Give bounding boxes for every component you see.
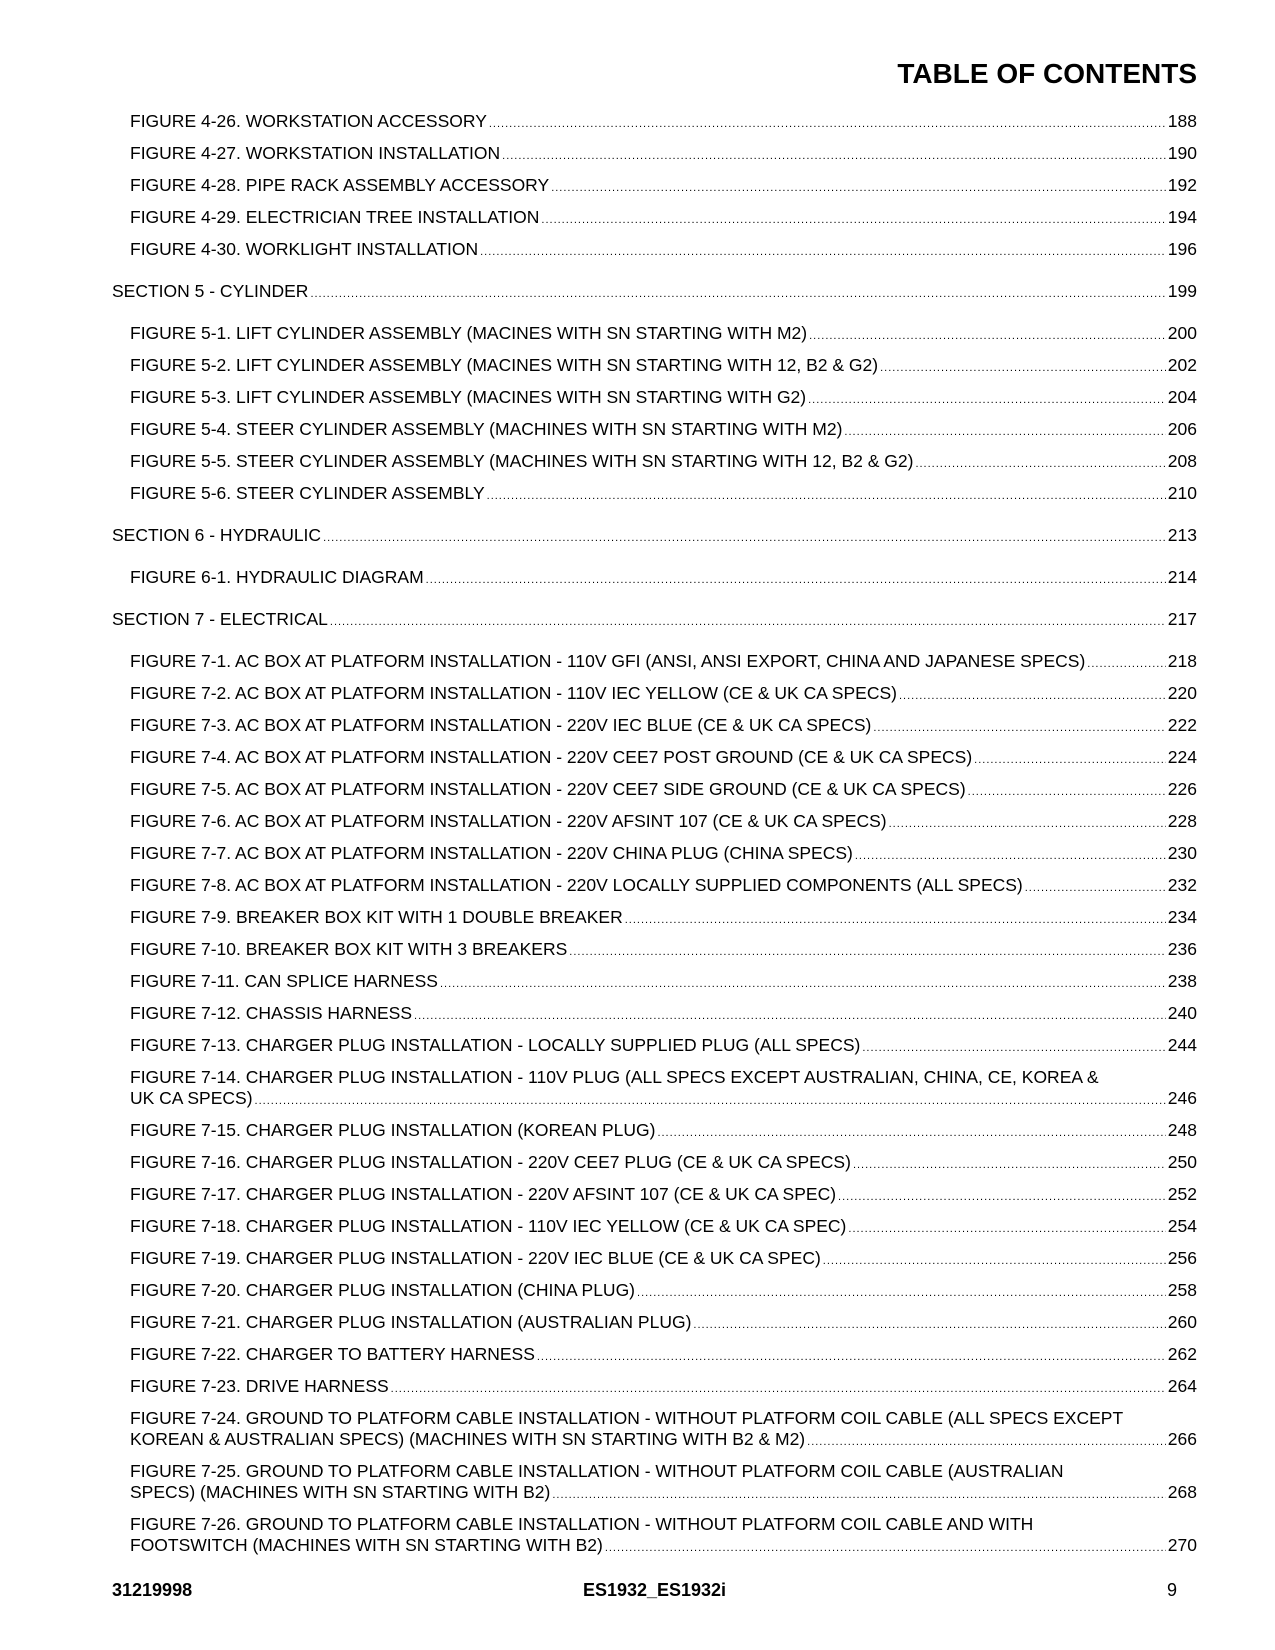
toc-entry-page: 266 bbox=[1167, 1429, 1197, 1449]
toc-entry-page: 228 bbox=[1167, 811, 1197, 831]
toc-entry-label: FIGURE 7-7. AC BOX AT PLATFORM INSTALLATION - 220V CHINA PLUG (CHINA SPECS) bbox=[130, 843, 853, 863]
toc-entry-label: FIGURE 7-12. CHASSIS HARNESS bbox=[130, 1003, 413, 1023]
toc-entry-page: 240 bbox=[1167, 1003, 1197, 1023]
toc-entry-label: FIGURE 7-6. AC BOX AT PLATFORM INSTALLATION - 220V AFSINT 107 (CE & UK CA SPECS) bbox=[130, 811, 887, 831]
toc-entry[interactable] bbox=[112, 1461, 1197, 1514]
toc-entry[interactable] bbox=[112, 747, 1197, 779]
dot-leader bbox=[489, 114, 1166, 135]
toc-entry-label: FIGURE 7-11. CAN SPLICE HARNESS bbox=[130, 971, 438, 991]
toc-entry-page: 192 bbox=[1167, 175, 1197, 195]
dot-leader bbox=[391, 1379, 1166, 1400]
toc-entry-page: 224 bbox=[1167, 747, 1197, 767]
toc-entry-page: 256 bbox=[1167, 1248, 1197, 1268]
toc-entry-page: 199 bbox=[1167, 281, 1197, 301]
dot-leader bbox=[310, 284, 1165, 305]
toc-entry-label: FIGURE 7-19. CHARGER PLUG INSTALLATION - 220V IEC BLUE (CE & UK CA SPEC) bbox=[130, 1248, 821, 1268]
toc-entry[interactable] bbox=[112, 419, 1197, 451]
toc-entry-page: 204 bbox=[1167, 387, 1197, 407]
dot-leader bbox=[862, 1038, 1165, 1059]
toc-entry[interactable] bbox=[112, 779, 1197, 811]
dot-leader bbox=[541, 210, 1165, 231]
toc-entry-label: FIGURE 7-1. AC BOX AT PLATFORM INSTALLATION - 110V GFI (ANSI, ANSI EXPORT, CHINA AND JAPANESE SPECS) bbox=[130, 651, 1086, 671]
dot-leader bbox=[693, 1315, 1165, 1336]
toc-entry-page: 246 bbox=[1167, 1088, 1197, 1108]
toc-entry-page: 244 bbox=[1167, 1035, 1197, 1055]
dot-leader bbox=[1087, 654, 1166, 675]
toc-entry-page: 232 bbox=[1167, 875, 1197, 895]
toc-entry-label: FIGURE 7-26. GROUND TO PLATFORM CABLE INSTALLATION - WITHOUT PLATFORM COIL CABLE AND WITH bbox=[130, 1514, 1034, 1534]
toc-entry-page: 268 bbox=[1167, 1482, 1197, 1502]
dot-leader bbox=[323, 528, 1166, 549]
toc-entry[interactable] bbox=[112, 971, 1197, 1003]
toc-entry-label: FIGURE 4-27. WORKSTATION INSTALLATION bbox=[130, 143, 501, 163]
footer-model: ES1932_ES1932i bbox=[582, 1580, 727, 1600]
dot-leader bbox=[855, 846, 1166, 867]
toc-entry-label: FIGURE 7-3. AC BOX AT PLATFORM INSTALLATION - 220V IEC BLUE (CE & UK CA SPECS) bbox=[130, 715, 872, 735]
toc-entry-page: 264 bbox=[1167, 1376, 1197, 1396]
toc-entry-label-cont: SPECS) (MACHINES WITH SN STARTING WITH B2) bbox=[130, 1482, 551, 1502]
toc-section-entry[interactable] bbox=[112, 281, 1197, 313]
toc-entry-label: FIGURE 6-1. HYDRAULIC DIAGRAM bbox=[130, 567, 424, 587]
toc-entry[interactable] bbox=[112, 483, 1197, 515]
toc-entry[interactable] bbox=[112, 1067, 1197, 1120]
toc-entry-label: FIGURE 5-5. STEER CYLINDER ASSEMBLY (MACHINES WITH SN STARTING WITH 12, B2 & G2) bbox=[130, 451, 914, 471]
toc-entry-page: 234 bbox=[1167, 907, 1197, 927]
toc-entry[interactable] bbox=[112, 843, 1197, 875]
toc-entry-page: 202 bbox=[1167, 355, 1197, 375]
dot-leader bbox=[899, 686, 1166, 707]
toc-entry-label: SECTION 7 - ELECTRICAL bbox=[112, 609, 328, 629]
toc-entry[interactable] bbox=[112, 1003, 1197, 1035]
toc-entry-page: 254 bbox=[1167, 1216, 1197, 1236]
toc-entry-label: FIGURE 7-21. CHARGER PLUG INSTALLATION (AUSTRALIAN PLUG) bbox=[130, 1312, 692, 1332]
toc-entry-label: FIGURE 7-24. GROUND TO PLATFORM CABLE INSTALLATION - WITHOUT PLATFORM COIL CABLE (ALL SPECS EXCEPT bbox=[130, 1408, 1124, 1428]
toc-entry[interactable] bbox=[112, 1035, 1197, 1067]
dot-leader bbox=[657, 1123, 1165, 1144]
toc-entry-page: 260 bbox=[1167, 1312, 1197, 1332]
toc-entry[interactable] bbox=[112, 811, 1197, 843]
dot-leader bbox=[880, 358, 1166, 379]
toc-entry-page: 258 bbox=[1167, 1280, 1197, 1300]
toc-section-entry[interactable] bbox=[112, 609, 1197, 641]
toc-entry-label: FIGURE 4-26. WORKSTATION ACCESSORY bbox=[130, 111, 487, 131]
dot-leader bbox=[823, 1251, 1166, 1272]
dot-leader bbox=[809, 326, 1166, 347]
dot-leader bbox=[569, 942, 1166, 963]
toc-entry-page: 194 bbox=[1167, 207, 1197, 227]
toc-entry-page: 196 bbox=[1167, 239, 1197, 259]
toc-entry[interactable] bbox=[112, 175, 1197, 207]
toc-entry-label: FIGURE 7-13. CHARGER PLUG INSTALLATION - LOCALLY SUPPLIED PLUG (ALL SPECS) bbox=[130, 1035, 861, 1055]
dot-leader bbox=[853, 1155, 1166, 1176]
toc-entry-label: FIGURE 7-23. DRIVE HARNESS bbox=[130, 1376, 389, 1396]
dot-leader bbox=[873, 718, 1165, 739]
toc-section-entry[interactable] bbox=[112, 525, 1197, 557]
toc-entry-page: 217 bbox=[1167, 609, 1197, 629]
toc-entry-label-cont: KOREAN & AUSTRALIAN SPECS) (MACHINES WITH SN STARTING WITH B2 & M2) bbox=[130, 1429, 806, 1449]
dot-leader bbox=[502, 146, 1166, 167]
dot-leader bbox=[330, 612, 1166, 633]
toc-entry[interactable] bbox=[112, 143, 1197, 175]
toc-entry[interactable] bbox=[112, 387, 1197, 419]
footer-page-number: 9 bbox=[1166, 1580, 1177, 1600]
toc-entry[interactable] bbox=[112, 907, 1197, 939]
toc-entry-label: FIGURE 7-4. AC BOX AT PLATFORM INSTALLATION - 220V CEE7 POST GROUND (CE & UK CA SPECS) bbox=[130, 747, 973, 767]
toc-entry[interactable] bbox=[112, 355, 1197, 387]
toc-entry-page: 200 bbox=[1167, 323, 1197, 343]
toc-entry[interactable] bbox=[112, 651, 1197, 683]
toc-entry-label: FIGURE 5-1. LIFT CYLINDER ASSEMBLY (MACINES WITH SN STARTING WITH M2) bbox=[130, 323, 808, 343]
dot-leader bbox=[426, 570, 1166, 591]
toc-entry[interactable] bbox=[112, 1376, 1197, 1408]
toc-entry-page: 208 bbox=[1167, 451, 1197, 471]
toc-entry-page: 236 bbox=[1167, 939, 1197, 959]
dot-leader bbox=[255, 1091, 1166, 1112]
dot-leader bbox=[537, 1347, 1166, 1368]
dot-leader bbox=[487, 486, 1166, 507]
toc-entry-page: 270 bbox=[1167, 1535, 1197, 1555]
toc-entry-label: FIGURE 7-22. CHARGER TO BATTERY HARNESS bbox=[130, 1344, 535, 1364]
toc-entry-page: 238 bbox=[1167, 971, 1197, 991]
toc-entry-label: FIGURE 7-17. CHARGER PLUG INSTALLATION - 220V AFSINT 107 (CE & UK CA SPEC) bbox=[130, 1184, 837, 1204]
toc-entry-page: 190 bbox=[1167, 143, 1197, 163]
toc-entry-page: 218 bbox=[1167, 651, 1197, 671]
dot-leader bbox=[1025, 878, 1166, 899]
dot-leader bbox=[625, 910, 1166, 931]
toc-entry[interactable] bbox=[112, 715, 1197, 747]
toc-entry-label: FIGURE 7-2. AC BOX AT PLATFORM INSTALLATION - 110V IEC YELLOW (CE & UK CA SPECS) bbox=[130, 683, 897, 703]
toc-entry-label: FIGURE 7-5. AC BOX AT PLATFORM INSTALLATION - 220V CEE7 SIDE GROUND (CE & UK CA SPECS) bbox=[130, 779, 966, 799]
dot-leader bbox=[974, 750, 1166, 771]
toc-entry[interactable] bbox=[112, 1280, 1197, 1312]
toc-entry-page: 206 bbox=[1167, 419, 1197, 439]
toc-entry[interactable] bbox=[112, 451, 1197, 483]
dot-leader bbox=[414, 1006, 1166, 1027]
toc-entry-page: 222 bbox=[1167, 715, 1197, 735]
toc-entry-label: FIGURE 4-30. WORKLIGHT INSTALLATION bbox=[130, 239, 479, 259]
dot-leader bbox=[844, 422, 1165, 443]
dot-leader bbox=[807, 1432, 1166, 1453]
toc-entry-label: FIGURE 7-10. BREAKER BOX KIT WITH 3 BREAKERS bbox=[130, 939, 568, 959]
toc-entry[interactable] bbox=[112, 683, 1197, 715]
toc-entry-page: 262 bbox=[1167, 1344, 1197, 1364]
dot-leader bbox=[440, 974, 1166, 995]
toc-entry[interactable] bbox=[112, 239, 1197, 271]
toc-entry-label-cont: UK CA SPECS) bbox=[130, 1088, 253, 1108]
toc-entry[interactable] bbox=[112, 939, 1197, 971]
toc-entry-label: FIGURE 7-8. AC BOX AT PLATFORM INSTALLATION - 220V LOCALLY SUPPLIED COMPONENTS (ALL SPECS) bbox=[130, 875, 1023, 895]
toc-entry-page: 252 bbox=[1167, 1184, 1197, 1204]
dot-leader bbox=[551, 178, 1166, 199]
dot-leader bbox=[889, 814, 1166, 835]
toc-entry-label: FIGURE 7-9. BREAKER BOX KIT WITH 1 DOUBLE BREAKER bbox=[130, 907, 623, 927]
toc-entry-label: FIGURE 5-4. STEER CYLINDER ASSEMBLY (MACHINES WITH SN STARTING WITH M2) bbox=[130, 419, 843, 439]
dot-leader bbox=[968, 782, 1166, 803]
dot-leader bbox=[605, 1538, 1166, 1559]
toc-entry-label: FIGURE 7-14. CHARGER PLUG INSTALLATION - 110V PLUG (ALL SPECS EXCEPT AUSTRALIAN, CHINA, CE, KOREA & bbox=[130, 1067, 1099, 1087]
toc-entry-page: 226 bbox=[1167, 779, 1197, 799]
toc-entry-page: 213 bbox=[1167, 525, 1197, 545]
toc-entry-label: FIGURE 4-29. ELECTRICIAN TREE INSTALLATION bbox=[130, 207, 540, 227]
toc-entry-label: FIGURE 7-25. GROUND TO PLATFORM CABLE INSTALLATION - WITHOUT PLATFORM COIL CABLE (AUSTRALIAN bbox=[130, 1461, 1064, 1481]
toc-entry[interactable] bbox=[112, 1248, 1197, 1280]
toc-entry-label: FIGURE 5-6. STEER CYLINDER ASSEMBLY bbox=[130, 483, 485, 503]
toc-entry[interactable] bbox=[112, 1152, 1197, 1184]
toc-entry-label: SECTION 6 - HYDRAULIC bbox=[112, 525, 322, 545]
toc-entry-page: 250 bbox=[1167, 1152, 1197, 1172]
toc-entry-label: FIGURE 5-3. LIFT CYLINDER ASSEMBLY (MACINES WITH SN STARTING WITH G2) bbox=[130, 387, 807, 407]
dot-leader bbox=[848, 1219, 1165, 1240]
toc-entry-label: FIGURE 7-16. CHARGER PLUG INSTALLATION - 220V CEE7 PLUG (CE & UK CA SPECS) bbox=[130, 1152, 851, 1172]
toc-entry[interactable] bbox=[112, 1408, 1197, 1461]
toc-entry-label: FIGURE 5-2. LIFT CYLINDER ASSEMBLY (MACINES WITH SN STARTING WITH 12, B2 & G2) bbox=[130, 355, 879, 375]
toc-entry-page: 210 bbox=[1167, 483, 1197, 503]
dot-leader bbox=[552, 1485, 1165, 1506]
dot-leader bbox=[480, 242, 1166, 263]
toc-entry-page: 230 bbox=[1167, 843, 1197, 863]
dot-leader bbox=[915, 454, 1165, 475]
toc-entry-page: 214 bbox=[1167, 567, 1197, 587]
dot-leader bbox=[838, 1187, 1166, 1208]
toc-entry[interactable] bbox=[112, 111, 1197, 143]
dot-leader bbox=[637, 1283, 1166, 1304]
page-title: TABLE OF CONTENTS bbox=[897, 58, 1197, 89]
toc-entry-page: 188 bbox=[1167, 111, 1197, 131]
toc-entry-label: FIGURE 7-15. CHARGER PLUG INSTALLATION (KOREAN PLUG) bbox=[130, 1120, 656, 1140]
toc-entry[interactable] bbox=[112, 875, 1197, 907]
toc-entry[interactable] bbox=[112, 1312, 1197, 1344]
toc-entry[interactable] bbox=[112, 1120, 1197, 1152]
toc-entry-label: FIGURE 4-28. PIPE RACK ASSEMBLY ACCESSORY bbox=[130, 175, 550, 195]
toc-entry-page: 248 bbox=[1167, 1120, 1197, 1140]
toc-entry-label-cont: FOOTSWITCH (MACHINES WITH SN STARTING WITH B2) bbox=[130, 1535, 603, 1555]
toc-entry-label: FIGURE 7-18. CHARGER PLUG INSTALLATION - 110V IEC YELLOW (CE & UK CA SPEC) bbox=[130, 1216, 847, 1236]
toc-list bbox=[112, 111, 1197, 1567]
toc-entry[interactable] bbox=[112, 207, 1197, 239]
footer-doc-number: 31219998 bbox=[112, 1580, 193, 1600]
toc-entry[interactable] bbox=[112, 567, 1197, 599]
page-footer bbox=[112, 1580, 1197, 1604]
toc-entry[interactable] bbox=[112, 1184, 1197, 1216]
toc-entry-label: FIGURE 7-20. CHARGER PLUG INSTALLATION (CHINA PLUG) bbox=[130, 1280, 636, 1300]
toc-entry-label: SECTION 5 - CYLINDER bbox=[112, 281, 309, 301]
dot-leader bbox=[808, 390, 1166, 411]
toc-entry-page: 220 bbox=[1167, 683, 1197, 703]
toc-entry[interactable] bbox=[112, 1344, 1197, 1376]
toc-entry[interactable] bbox=[112, 1216, 1197, 1248]
toc-entry[interactable] bbox=[112, 323, 1197, 355]
toc-entry[interactable] bbox=[112, 1514, 1197, 1567]
